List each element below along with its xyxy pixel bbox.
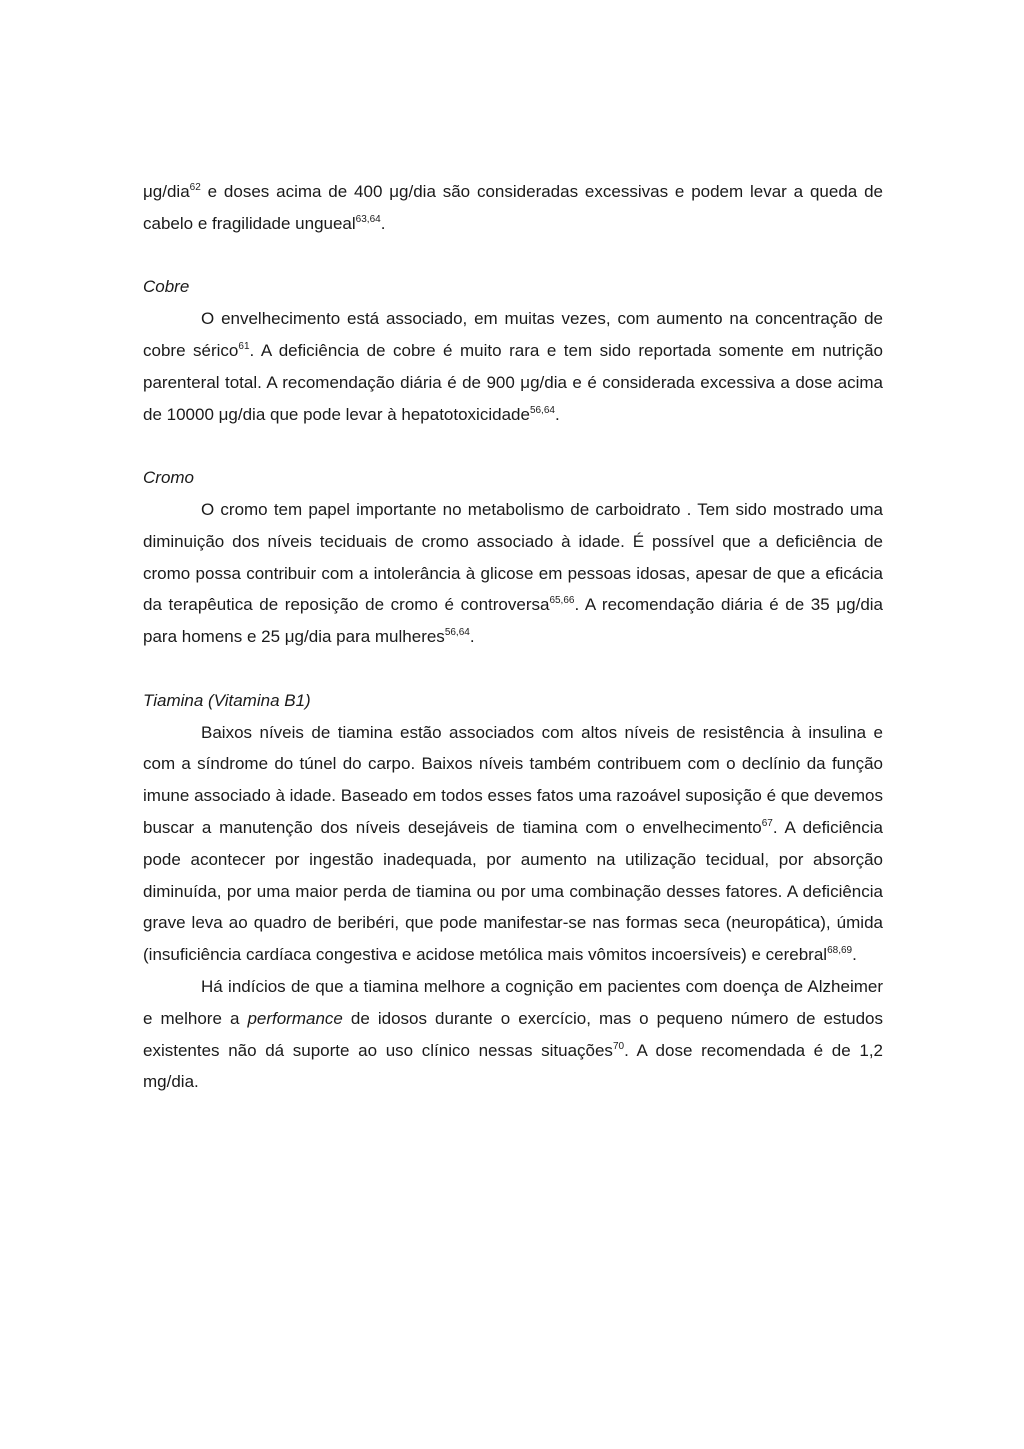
cobre-text: . A deficiência de cobre é muito rara e tem sido reportada somente em nutrição parenteral total. A recomendação diária é de 900 μg/dia e é considerada excessiva a dose acima de 10000 μg/dia que pode levar à hepatotoxicidade	[143, 340, 883, 424]
cromo-text: . A recomendação diária é de 35 μg/dia para homens e 25 μg/dia para mulheres	[143, 595, 883, 647]
tiamina-text: .	[852, 945, 857, 965]
cobre-paragraph	[143, 303, 883, 430]
citation-ref: 61	[238, 340, 250, 352]
cobre-text: O envelhecimento está associado, em muitas vezes, com aumento na concentração de cobre sérico	[143, 309, 883, 360]
tiamina-text: . A deficiência pode acontecer por ingestão inadequada, por aumento na utilização tecidual, por absorção diminuída, por uma maior perda de tiamina ou por uma combinação desses fatores. A deficiência grave leva ao quadro de beribéri, que pode manifestar-se nas formas seca (neuropática), úmida (insuficiência cardíaca congestiva e acidose metólica mais vômitos incoersíveis) e cerebral	[143, 817, 883, 965]
citation-ref: 56,64	[444, 627, 470, 639]
tiamina-text: de idosos durante o exercício, mas o pequeno número de estudos existentes não dá suporte ao uso clínico nessas situações	[143, 1008, 883, 1060]
citation-ref: 65,66	[549, 595, 575, 607]
tiamina-text: . A dose recomendada é de 1,2 mg/dia.	[143, 1040, 883, 1092]
intro-text: .	[380, 213, 386, 233]
citation-ref: 62	[189, 182, 201, 193]
document-page	[143, 176, 883, 1098]
tiamina-paragraph-1	[143, 717, 883, 971]
intro-text: μg/dia	[143, 182, 190, 201]
cromo-text: .	[469, 627, 475, 647]
citation-ref: 68,69	[827, 945, 853, 957]
section-heading-tiamina: Tiamina (Vitamina B1)	[143, 690, 311, 710]
section-heading-cromo: Cromo	[143, 468, 195, 488]
intro-paragraph	[143, 176, 883, 240]
tiamina-paragraph-2	[143, 971, 883, 1098]
tiamina-text: Há indícios de que a tiamina melhore a cognição em pacientes com doença de Alzheimer e melhore a	[143, 976, 883, 1028]
emphasis-performance: performance	[247, 1008, 343, 1028]
citation-ref: 67	[761, 817, 773, 829]
intro-text: e doses acima de 400 μg/dia são consideradas excessivas e podem levar a queda de cabelo e fragilidade ungueal	[143, 182, 883, 233]
cromo-text: O cromo tem papel importante no metabolismo de carboidrato . Tem sido mostrado uma diminuição dos níveis teciduais de cromo associado à idade. É possível que a deficiência de cromo possa contribuir com a intolerância à glicose em pessoas idosas, apesar de que a eficácia da terapêutica de reposição de cromo é controversa	[143, 499, 883, 615]
cromo-paragraph	[143, 494, 883, 653]
citation-ref: 70	[612, 1040, 625, 1052]
section-heading-cobre: Cobre	[143, 277, 190, 297]
citation-ref: 56,64	[529, 404, 555, 416]
cobre-text: .	[554, 404, 560, 424]
citation-ref: 63,64	[355, 213, 381, 225]
tiamina-text: Baixos níveis de tiamina estão associados com altos níveis de resistência à insulina e com a síndrome do túnel do carpo. Baixos níveis também contribuem com o declínio da função imune associado à idade. Baseado em todos esses fatos uma razoável suposição é que devemos buscar a manutenção dos níveis desejáveis de tiamina com o envelhecimento	[143, 722, 883, 837]
